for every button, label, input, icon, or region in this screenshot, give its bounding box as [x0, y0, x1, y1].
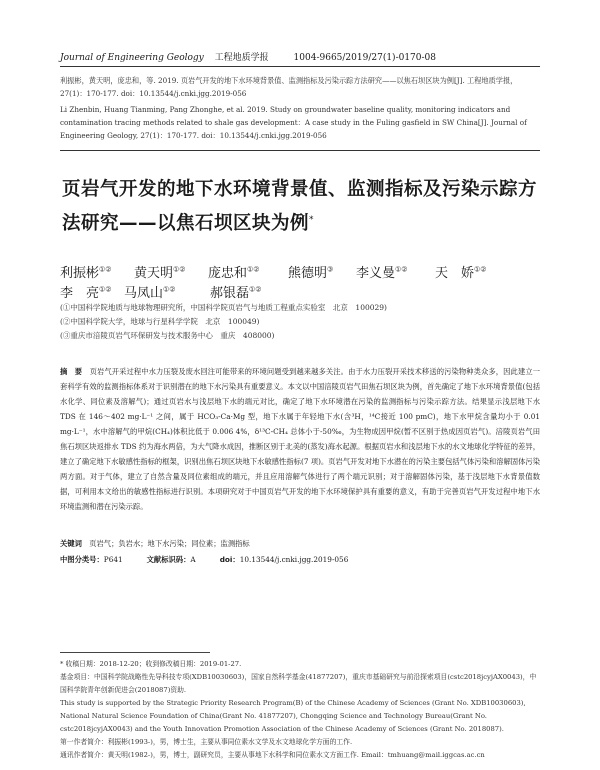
journal-header [60, 50, 540, 63]
journal-name-cn: 工程地质学报 [214, 53, 269, 63]
author: 马凤山①② [124, 285, 176, 301]
footnotes [60, 658, 540, 762]
issn-info: 1004-9665/2019/27(1)-0170-08 [293, 53, 437, 63]
header-rule [60, 66, 540, 67]
author: 郝银磊①② [210, 285, 262, 301]
author: 李义曼①② [356, 265, 408, 281]
author: 熊德明③ [288, 265, 334, 281]
affiliation-1: (①中国科学院地质与地球物理研究所，中国科学院页岩气与地质工程重点实验室 北京 100029) [60, 303, 387, 312]
clc-value: P641 [103, 555, 123, 564]
footnote-rule [60, 652, 210, 653]
author: 庞忠和①② [208, 265, 260, 281]
footnote-funding-cn: 基金项目：中国科学院战略性先导科技专项(XDB10030603)，国家自然科学基金(41877207)，重庆市基础研究与前沿探索项目(cstc2018jcyjAX0043)，中国科学院青年创新促进会(2018087)资助. [60, 673, 537, 694]
citation-block [60, 74, 540, 142]
doi-value: 10.13544/j.cnki.jgg.2019-056 [239, 555, 349, 564]
footnote-corresponding-author: 通讯作者简介：黄天明(1982-)，男，博士，副研究员，主要从事地下水科学和同位素水文方面工作. Email：tmhuang@mail.iggcas.ac.cn [60, 751, 485, 759]
keywords-label: 关键词 [60, 539, 82, 548]
title-footnote-mark: * [309, 215, 315, 225]
paper-title [62, 175, 542, 239]
title-text: 页岩气开发的地下水环境背景值、监测指标及污染示踪方法研究——以焦石坝区块为例 [62, 179, 538, 235]
keywords-text: 页岩气；负岩水；地下水污染；同位素；监测指标 [89, 539, 250, 548]
keywords [60, 539, 540, 549]
citation-rule [60, 150, 540, 151]
classification [60, 555, 540, 565]
affiliation-2: (②中国科学院大学，地球与行星科学学院 北京 100049) [60, 317, 260, 326]
citation-cn: 利振彬，黄天明，庞忠和，等. 2019. 页岩气开发的地下水环境背景值、监测指标及污染示踪方法研究——以焦石坝区块为例[J]. 工程地质学报，27(1)：170-177. doi：10.13544/j.cnki.jgg.2019-056 [60, 76, 518, 98]
doc-code-value: A [190, 555, 196, 564]
author: 利振彬①② [60, 265, 112, 281]
affiliations [60, 301, 540, 343]
affiliation-3: (③重庆市涪陵页岩气环保研发与技术服务中心 重庆 408000) [60, 331, 275, 340]
author: 黄天明①② [134, 265, 186, 281]
doc-code-label: 文献标识码： [146, 555, 191, 564]
footnote-funding-en: This study is supported by the Strategic Priority Research Program(B) of the Chinese Academy of Sciences (Grant No. XDB10030603), National Natural Science Foundation of China(Grant No. 41877207), Chongqing Science and Technology Bureau(Grant No. cstc2018jcyjAX0043) and the Youth Innovation Promotion Association of the Chinese Academy of Sciences (Grant No. 2018087). [60, 699, 526, 733]
author: 天 娇①② [435, 265, 487, 281]
clc-label: 中图分类号： [60, 555, 104, 564]
abstract-text: 页岩气开采过程中水力压裂及废水回注可能带来的环境问题受到越来越多关注。由于水力压裂开采技术移送的污染物种类众多，因此建立一套科学有效的监测指标体系对于识别潜在的地下水污染具有重要意义。本文以中国涪陵页岩气田焦石坝区块为例，首先确定了地下水环境背景值(包括水化学、同位素及溶解气)；通过页岩水与浅层地下水的端元对比，确定了地下水环境潜在污染的监测指标与污染示踪方法。结果显示浅层地下水 TDS 在 146～402 mg·L⁻¹ 之间，属于 HCO₃-Ca·Mg 型，地下水属于年轻地下水(含³H，¹⁴C接近 100 pmC)，地下水甲烷含量均小于 0.01 mg·L⁻¹，水中溶解气的甲烷(CH₄)体积比低于 0.006 4%，δ¹³C-CH₄ 总体小于-50‰，为生物成因甲烷(暂不区别于热成因页岩气)。涪陵页岩气田焦石坝区块返排水 TDS 约为海水两倍，为大气降水成因，推断区别于北美的(蒸发)海水起源。根据页岩水和浅层地下水的水文地球化学特征的差异，建立了确定地下水敏感性指标的框架，识别出焦石坝区块地下水敏感性指标(7 项)。页岩气开发对地下水潜在的污染主要包括气体污染和溶解固体污染两方面。对于气体，建立了自然含量及同位素组成的端元，并且应用溶解气体进行了两个端元识别；对于溶解固体污染，基于浅层地下水背景值数据，可利用本文给出的敏感性指标进行识别。本项研究对于中国页岩气开发的地下水环境保护具有重要的意义，有助于完善页岩气开发过程中地下水环境监测和潜在污染示踪。 [60, 367, 541, 511]
doi-label: doi： [219, 555, 240, 564]
abstract-label: 摘 要 [60, 367, 83, 376]
author: 李 亮①② [60, 285, 112, 301]
citation-en: Li Zhenbin, Huang Tianming, Pang Zhonghe, et al. 2019. Study on groundwater baseline quality, monitoring indicators and contamination tracing methods related to shale gas development：A case study in the Fuling gasfield in SW China[J]. Journal of Engineering Geology, 27(1)：170-177. doi：10.13544/j.cnki.jgg.2019-056 [60, 105, 527, 140]
abstract [60, 364, 540, 514]
footnote-received: * 收稿日期：2018-12-20；收到修改稿日期：2019-01-27. [60, 660, 242, 668]
footnote-first-author: 第一作者简介：利振彬(1993-)，男，博士生，主要从事同位素水文学及水文地球化学方面的工作. [60, 738, 353, 746]
journal-name-en: Journal of Engineering Geology [60, 53, 204, 63]
